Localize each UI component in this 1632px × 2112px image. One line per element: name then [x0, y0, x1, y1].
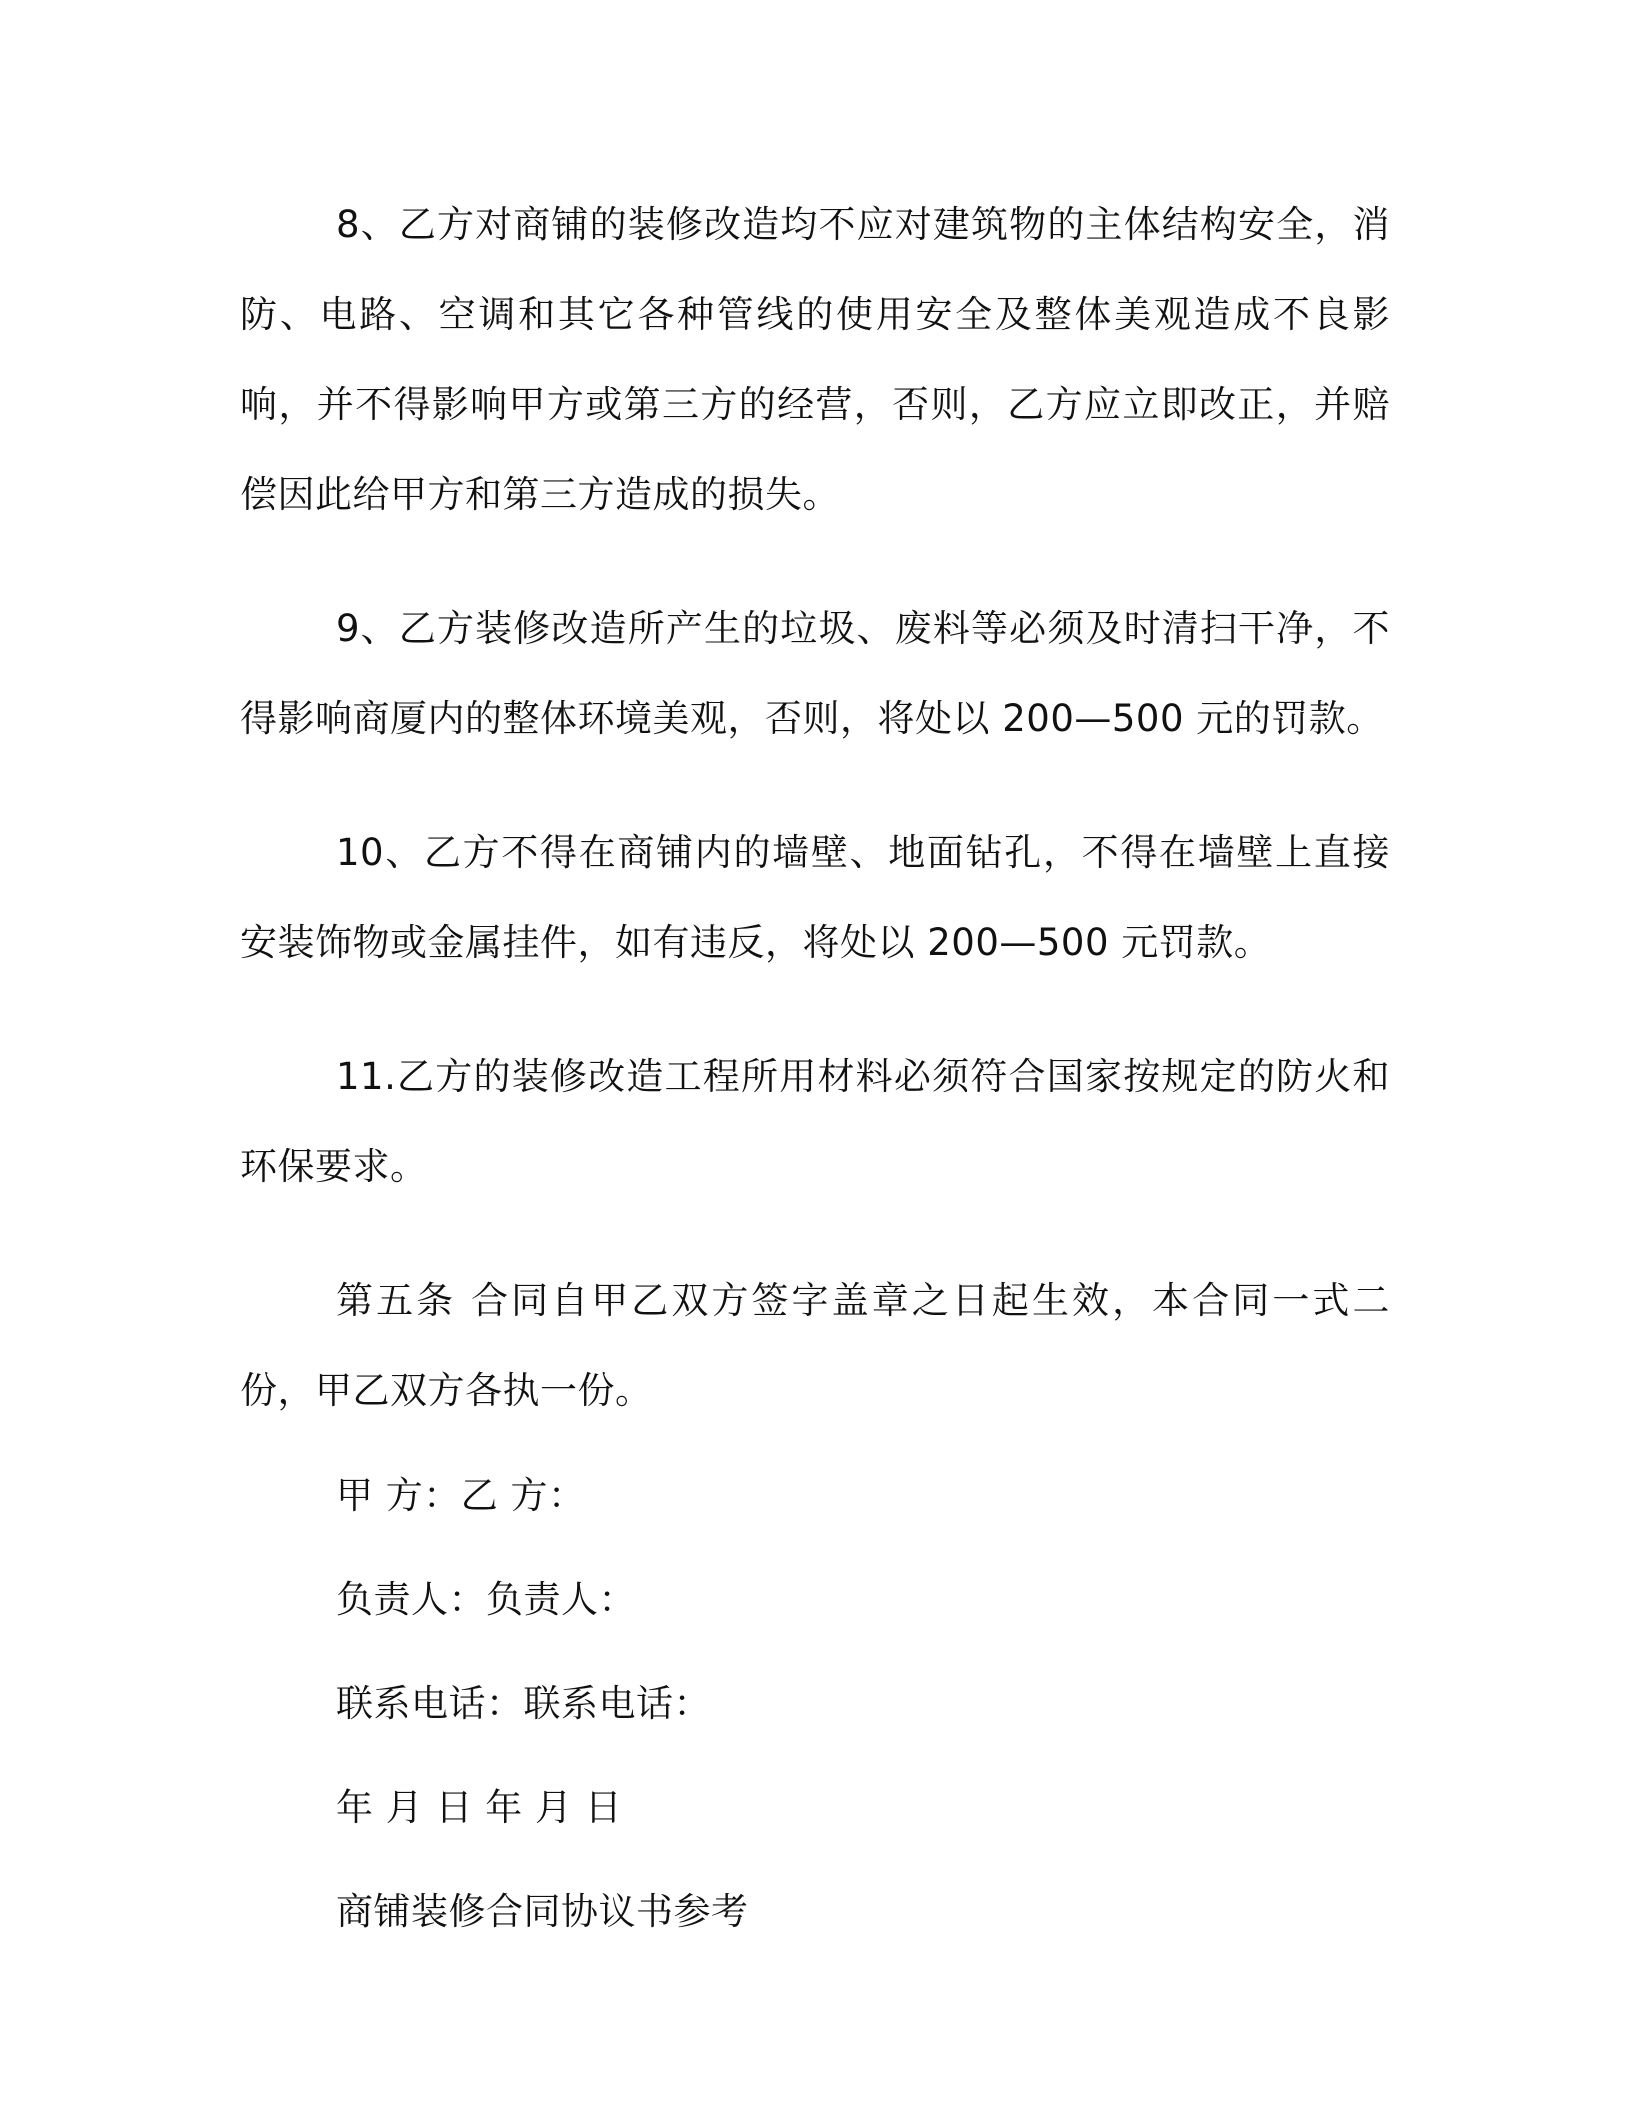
signature-parties: 甲 方：乙 方： [336, 1474, 586, 1517]
clause-10: 10、乙方不得在商铺内的墙壁、地面钻孔，不得在墙壁上直接安装饰物或金属挂件，如有违反，将处以 200—500 元罚款。 [240, 831, 1390, 964]
signature-responsible: 负责人：负责人： [336, 1578, 636, 1621]
footer-title: 商铺装修合同协议书参考 [336, 1890, 749, 1933]
clause-8: 8、乙方对商铺的装修改造均不应对建筑物的主体结构安全，消防、电路、空调和其它各种管线的使用安全及整体美观造成不良影响，并不得影响甲方或第三方的经营，否则，乙方应立即改正，并赔偿因此给甲方和第三方造成的损失。 [240, 203, 1390, 516]
document-page [240, 180, 1390, 1964]
article-5: 第五条 合同自甲乙双方签字盖章之日起生效，本合同一式二份，甲乙双方各执一份。 [240, 1279, 1390, 1412]
clause-9: 9、乙方装修改造所产生的垃圾、废料等必须及时清扫干净，不得影响商厦内的整体环境美观，否则，将处以 200—500 元的罚款。 [240, 607, 1390, 740]
signature-phone: 联系电话：联系电话： [336, 1682, 711, 1725]
signature-date: 年 月 日 年 月 日 [336, 1786, 623, 1829]
clause-11: 11.乙方的装修改造工程所用材料必须符合国家按规定的防火和环保要求。 [240, 1055, 1390, 1188]
